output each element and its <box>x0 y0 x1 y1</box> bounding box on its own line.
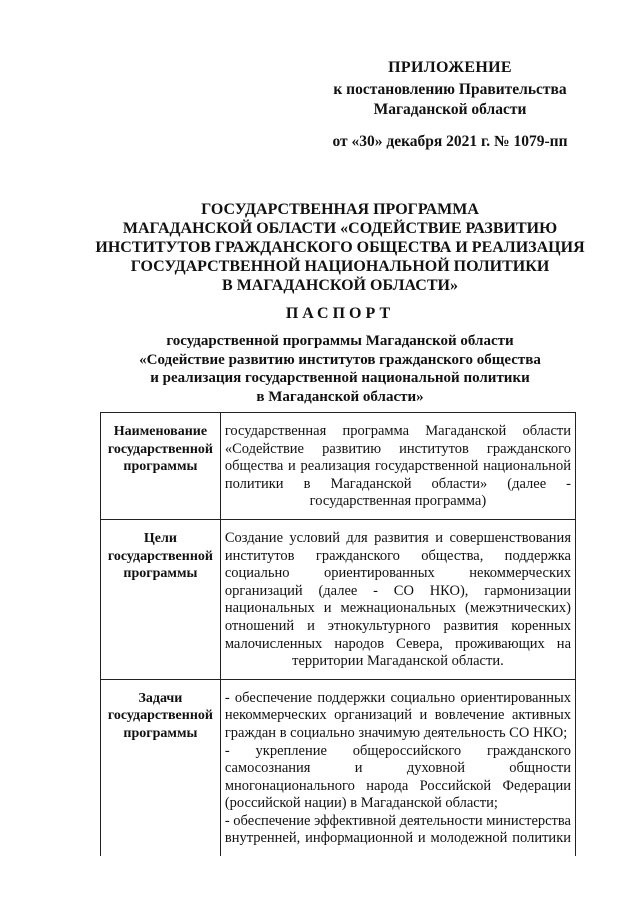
label-line: государственной <box>107 548 213 564</box>
content-line: государственная программа) <box>309 493 487 510</box>
content-line: - обеспечение эффективной деятельности министерства <box>224 812 571 829</box>
content-line: политики в Магаданской области» (далее - <box>224 475 571 492</box>
title-line: ГОСУДАРСТВЕННАЯ ПРОГРАММА <box>201 201 479 218</box>
content-line: отношений и этнокультурного развития коренных <box>224 617 571 634</box>
subtitle-line: государственной программы Магаданской области <box>166 333 514 349</box>
row-label <box>101 413 221 520</box>
passport-table <box>100 412 576 856</box>
content-line: малочисленных народов Севера, проживающих на <box>224 635 571 652</box>
title-line: ИНСТИТУТОВ ГРАЖДАНСКОГО ОБЩЕСТВА И РЕАЛИЗАЦИЯ <box>95 239 585 256</box>
row-label <box>101 679 221 856</box>
content-line: - обеспечение поддержки социально ориентированных <box>224 689 571 706</box>
content-line: государственная программа Магаданской области <box>224 423 571 439</box>
label-line: программы <box>123 459 198 475</box>
subtitle-line: и реализация государственной национальной политики <box>150 370 530 386</box>
label-line: программы <box>123 566 198 582</box>
title-line: В МАГАДАНСКОЙ ОБЛАСТИ» <box>222 277 458 294</box>
content-line: национальных и межнациональных (межэтнических) <box>224 600 571 617</box>
table-row <box>101 413 576 520</box>
appendix-heading: ПРИЛОЖЕНИЕ <box>388 59 512 76</box>
row-content <box>220 413 575 520</box>
passport-heading: ПАСПОРТ <box>285 305 395 322</box>
label-line: программы <box>123 725 198 741</box>
label-line: Цели <box>143 530 177 546</box>
content-line: самосознания и духовной общности <box>224 760 571 777</box>
content-line: многонационального народа Российской Федерации <box>224 777 571 794</box>
content-line: - укрепление общероссийского гражданского <box>224 742 571 759</box>
content-line: граждан в социально значимую деятельность СО НКО; <box>224 724 568 741</box>
subtitle-line: в Магаданской области» <box>256 388 424 405</box>
passport-subtitle <box>95 332 585 406</box>
label-line: государственной <box>107 708 213 724</box>
appendix-date: от «30» декабря 2021 г. № 1079-пп <box>332 133 568 150</box>
title-line: МАГАДАНСКОЙ ОБЛАСТИ «СОДЕЙСТВИЕ РАЗВИТИЮ <box>122 220 558 237</box>
content-line: организаций (далее - СО НКО), гармонизации <box>224 582 571 599</box>
appendix-block <box>330 58 570 152</box>
content-line: внутренней, информационной и молодежной политики <box>224 830 571 847</box>
table-row <box>101 679 576 856</box>
subtitle-line: «Содействие развитию институтов гражданского общества <box>139 351 541 368</box>
content-line: социально ориентированных некоммерческих <box>224 565 571 582</box>
content-line: Создание условий для развития и совершенствования <box>224 529 571 546</box>
content-line: общества и реализация государственной национальной <box>224 458 571 475</box>
content-line: территории Магаданской области. <box>292 653 504 670</box>
row-content <box>220 519 575 679</box>
label-line: Наименование <box>113 424 208 439</box>
label-line: государственной <box>107 441 213 457</box>
appendix-line: к постановлению Правительства <box>333 81 567 98</box>
content-line: некоммерческих организаций и вовлечение активных <box>224 707 571 724</box>
content-line: (российской нации) в Магаданской области; <box>224 795 498 812</box>
table-row <box>101 519 576 679</box>
row-content <box>220 679 575 856</box>
row-label <box>101 519 221 679</box>
program-title <box>95 200 585 295</box>
title-line: ГОСУДАРСТВЕННОЙ НАЦИОНАЛЬНОЙ ПОЛИТИКИ <box>130 258 550 275</box>
label-line: Задачи <box>138 690 183 706</box>
appendix-line: Магаданской области <box>373 101 527 118</box>
content-line: «Содействие развитию институтов гражданского <box>224 440 571 457</box>
content-line: институтов гражданского общества, поддержка <box>224 547 571 564</box>
